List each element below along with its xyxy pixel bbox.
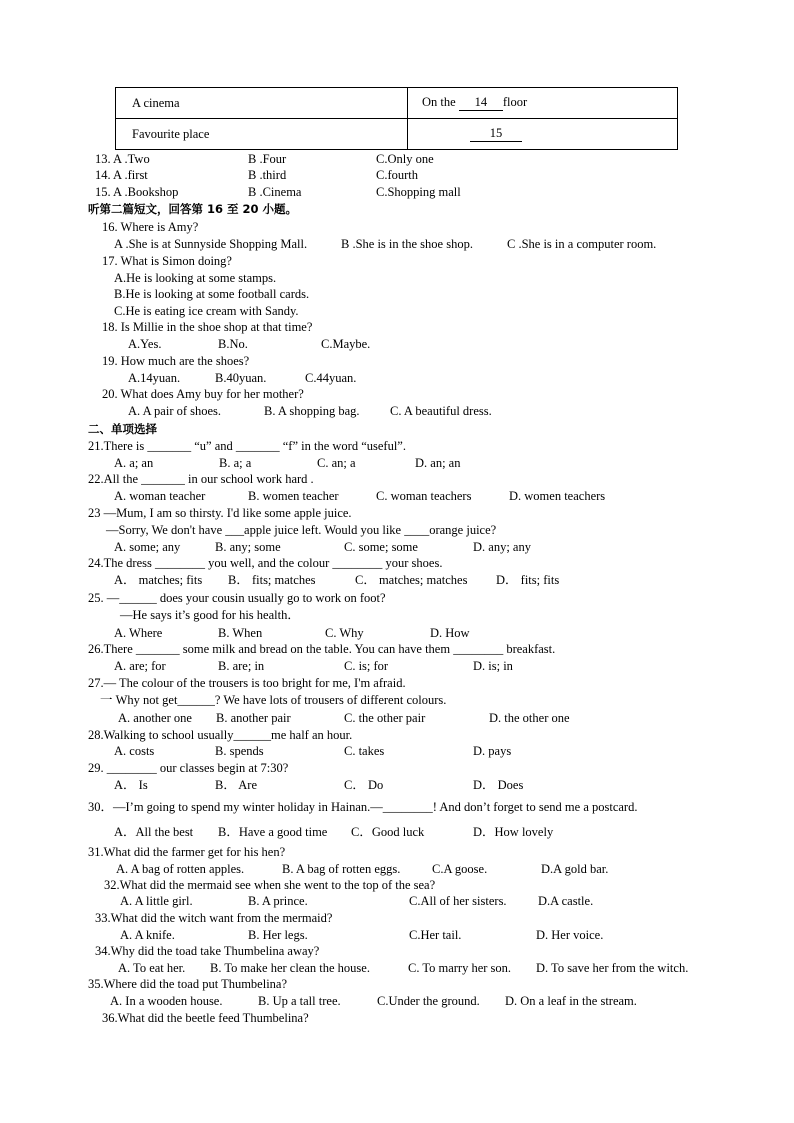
option: D. pays	[473, 744, 512, 758]
option: B. A prince.	[248, 894, 308, 908]
option: A. woman teacher	[114, 489, 206, 503]
option: A. To eat her.	[118, 961, 186, 975]
option: B. another pair	[216, 711, 291, 725]
answer-blank-14: 14	[459, 95, 503, 111]
question: 35.Where did the toad put Thumbelina?	[88, 977, 288, 991]
option: D. an; an	[415, 456, 461, 470]
option: D. Her voice.	[536, 928, 604, 942]
question: 23 —Mum, I am so thirsty. I'd like some apple juice.	[88, 506, 352, 520]
option: C.Her tail.	[409, 928, 462, 942]
option: C.Shopping mall	[376, 185, 461, 199]
option: C.Only one	[376, 152, 434, 166]
option: B .Cinema	[248, 185, 302, 199]
option: B．Have a good time	[218, 825, 328, 839]
option: A． Is	[114, 778, 148, 792]
question: 18. Is Millie in the shoe shop at that time?	[102, 320, 313, 334]
option: C. an; a	[317, 456, 356, 470]
question: 16. Where is Amy?	[102, 220, 199, 234]
option: B. a; a	[219, 456, 252, 470]
option: B. To make her clean the house.	[210, 961, 370, 975]
option: C． matches; matches	[355, 573, 468, 587]
option: A. A bag of rotten apples.	[116, 862, 245, 876]
option: A. Where	[114, 626, 163, 640]
question: 30．—I’m going to spend my winter holiday in Hainan.—________! And don’t forget to send me a postcard.	[88, 800, 638, 814]
table-cell-label: A cinema	[116, 88, 408, 119]
section-heading: 听第二篇短文，回答第 16 至 20 小题。	[88, 202, 298, 216]
table-cell-value	[408, 88, 678, 119]
question: 36.What did the beetle feed Thumbelina?	[102, 1011, 309, 1025]
option: B .Four	[248, 152, 287, 166]
option: 13. A .Two	[95, 152, 150, 166]
option: D． fits; fits	[496, 573, 560, 587]
option: A. costs	[114, 744, 155, 758]
option: C. Why	[325, 626, 364, 640]
question: 32.What did the mermaid see when she went to the top of the sea?	[104, 878, 436, 892]
cell-suffix: floor	[502, 95, 528, 109]
question: —He says it’s good for his health．	[120, 608, 300, 622]
option: A. some; any	[114, 540, 181, 554]
option: B .She is in the shoe shop.	[341, 237, 473, 251]
option: A. a; an	[114, 456, 154, 470]
question: 20. What does Amy buy for her mother?	[102, 387, 304, 401]
option: B.No.	[218, 337, 248, 351]
option: B． fits; matches	[228, 573, 316, 587]
table-cell-value	[408, 119, 678, 150]
option: A. another one	[118, 711, 192, 725]
option: A.He is looking at some stamps.	[114, 271, 277, 285]
option: D.A castle.	[538, 894, 594, 908]
option: C.All of her sisters.	[409, 894, 507, 908]
question: 25. —______ does your cousin usually go to work on foot?	[88, 591, 386, 605]
option: A .She is at Sunnyside Shopping Mall.	[114, 237, 308, 251]
section-heading: 二、单项选择	[88, 422, 157, 436]
option: D． Does	[473, 778, 524, 792]
option: B. When	[218, 626, 263, 640]
question: 17. What is Simon doing?	[102, 254, 232, 268]
option: C. takes	[344, 744, 385, 758]
question: 一 Why not get______? We have lots of trousers of different colours.	[100, 693, 447, 707]
question: 19. How much are the shoes?	[102, 354, 250, 368]
option: D.A gold bar.	[541, 862, 609, 876]
option: B. A bag of rotten eggs.	[282, 862, 401, 876]
option: 14. A .first	[95, 168, 148, 182]
option: D．How lovely	[473, 825, 554, 839]
question: 21.There is _______ “u” and _______ “f” in the word “useful”.	[88, 439, 406, 453]
option: A. are; for	[114, 659, 166, 673]
option: B． Are	[215, 778, 258, 792]
option: D. How	[430, 626, 470, 640]
question: 22.All the _______ in our school work hard .	[88, 472, 314, 486]
option: D. the other one	[489, 711, 570, 725]
question: 31.What did the farmer get for his hen?	[88, 845, 286, 859]
question: 24.The dress ________ you well, and the colour ________ your shoes.	[88, 556, 443, 570]
option: D. To save her from the witch.	[536, 961, 689, 975]
option: C.fourth	[376, 168, 419, 182]
table-row	[116, 119, 678, 150]
answer-blank-15: 15	[470, 126, 522, 142]
option: D. women teachers	[509, 489, 606, 503]
option: C. To marry her son.	[408, 961, 512, 975]
option: A. In a wooden house.	[110, 994, 223, 1008]
option: C .She is in a computer room.	[507, 237, 657, 251]
option: A. A little girl.	[120, 894, 193, 908]
option: C. woman teachers	[376, 489, 472, 503]
option: A.Yes.	[128, 337, 162, 351]
option: B. Up a tall tree.	[258, 994, 341, 1008]
option: 15. A .Bookshop	[95, 185, 179, 199]
info-table	[115, 87, 678, 150]
option: B. any; some	[215, 540, 281, 554]
option: A． matches; fits	[114, 573, 203, 587]
option: D. is; in	[473, 659, 513, 673]
question: 27.— The colour of the trousers is too bright for me, I'm afraid.	[88, 676, 406, 690]
option: B.He is looking at some football cards.	[114, 287, 310, 301]
option: C.Maybe.	[321, 337, 371, 351]
option: C. is; for	[344, 659, 389, 673]
option: C.44yuan.	[305, 371, 357, 385]
option: A. A knife.	[120, 928, 175, 942]
option: C. the other pair	[344, 711, 426, 725]
option: B. Her legs.	[248, 928, 308, 942]
option: B. spends	[215, 744, 264, 758]
question: 29. ________ our classes begin at 7:30?	[88, 761, 289, 775]
question: —Sorry, We don't have ___apple juice left. Would you like ____orange juice?	[106, 523, 497, 537]
cell-prefix: On the	[422, 95, 456, 109]
option: D. any; any	[473, 540, 531, 554]
option: A．All the best	[114, 825, 194, 839]
option: C. A beautiful dress.	[390, 404, 492, 418]
option: B. women teacher	[248, 489, 339, 503]
question: 26.There _______ some milk and bread on the table. You can have them ________ breakfast.	[88, 642, 556, 656]
option: B. A shopping bag.	[264, 404, 360, 418]
option: C.He is eating ice cream with Sandy.	[114, 304, 299, 318]
option: B.40yuan.	[215, 371, 267, 385]
option: B. are; in	[218, 659, 265, 673]
option: C.Under the ground.	[377, 994, 480, 1008]
table-cell-label: Favourite place	[116, 119, 408, 150]
option: D. On a leaf in the stream.	[505, 994, 637, 1008]
option: C． Do	[344, 778, 384, 792]
option: A. A pair of shoes.	[128, 404, 222, 418]
table-row	[116, 88, 678, 119]
option: A.14yuan.	[128, 371, 181, 385]
option: B .third	[248, 168, 287, 182]
option: C．Good luck	[351, 825, 425, 839]
option: C. some; some	[344, 540, 418, 554]
option: C.A goose.	[432, 862, 488, 876]
question: 28.Walking to school usually______me half an hour.	[88, 728, 353, 742]
question: 34.Why did the toad take Thumbelina away?	[95, 944, 320, 958]
question: 33.What did the witch want from the mermaid?	[95, 911, 333, 925]
